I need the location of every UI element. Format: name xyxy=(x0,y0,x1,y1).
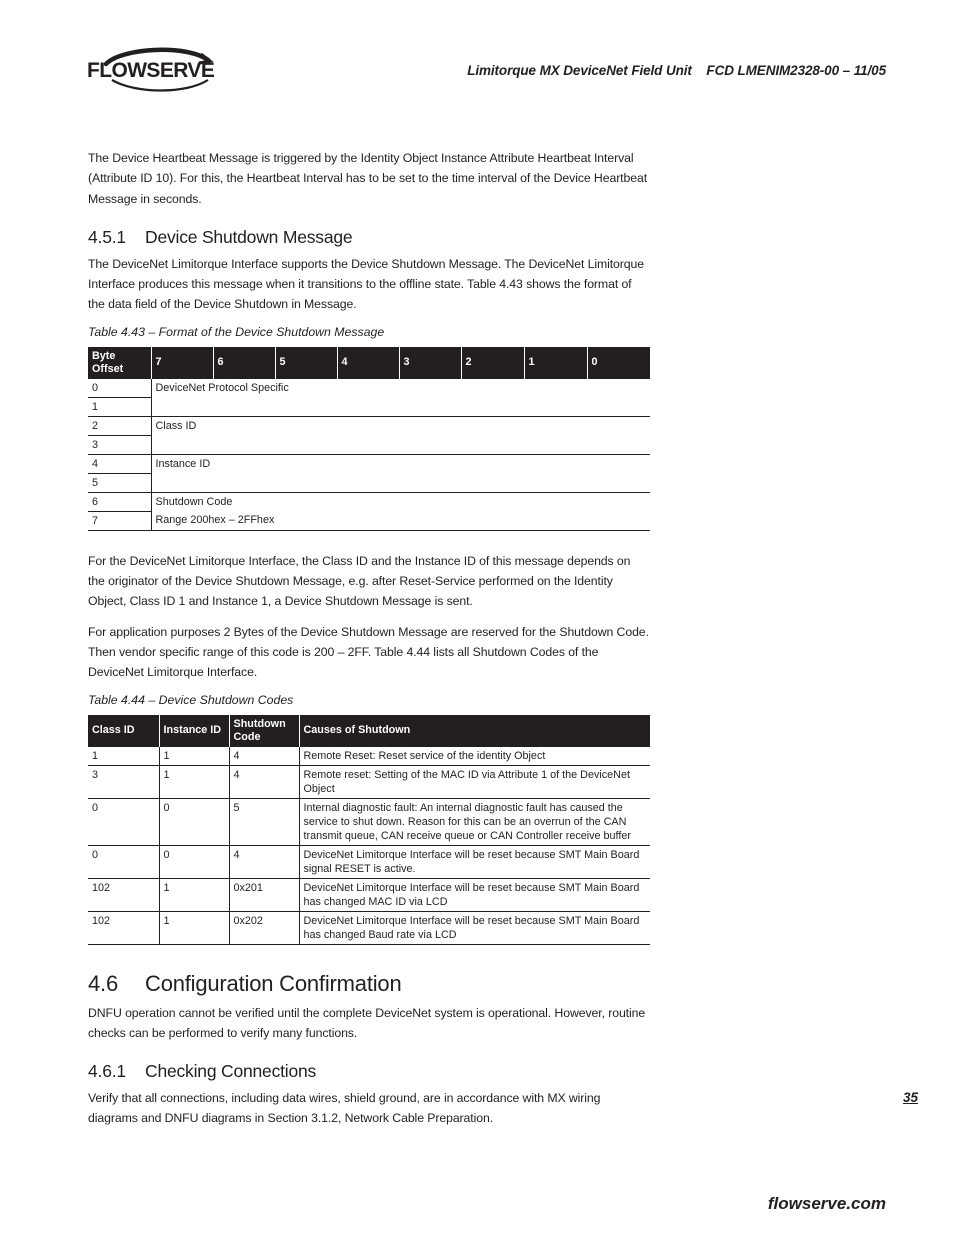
header-bit-5: 5 xyxy=(275,347,337,379)
header-shutdown-code: Shutdown Code xyxy=(229,715,299,747)
header-bit-4: 4 xyxy=(337,347,399,379)
table-row xyxy=(88,765,650,798)
section-heading-4-5-1 xyxy=(88,227,650,248)
table-row xyxy=(88,747,650,766)
byte-offset-cell: 2 xyxy=(88,416,151,435)
instance-id-cell: 1 xyxy=(159,765,229,798)
header-causes: Causes of Shutdown xyxy=(299,715,650,747)
byte-offset-cell: 7 xyxy=(88,511,151,530)
header-bit-7: 7 xyxy=(151,347,213,379)
field-value-cell xyxy=(151,473,650,492)
shutdown-message-format-table xyxy=(88,347,650,531)
byte-offset-cell: 3 xyxy=(88,435,151,454)
section-number: 4.5.1 xyxy=(88,226,126,247)
header-class-id: Class ID xyxy=(88,715,159,747)
section-number: 4.6 xyxy=(88,970,118,996)
instance-id-cell: 1 xyxy=(159,747,229,766)
table-header-row xyxy=(88,347,650,379)
header-instance-id: Instance ID xyxy=(159,715,229,747)
intro-paragraph: The Device Heartbeat Message is triggered by the Identity Object Instance Attribute Heartbeat Interval (Attribute ID 10). For this, the Heartbeat Interval has to be set to the time interval of the Device Heartbeat Message in seconds. xyxy=(88,151,648,206)
table-row xyxy=(88,492,650,511)
class-id-cell: 3 xyxy=(88,765,159,798)
table-row xyxy=(88,798,650,845)
cause-cell: Remote Reset: Reset service of the identity Object xyxy=(299,747,650,766)
cause-cell: DeviceNet Limitorque Interface will be reset because SMT Main Board signal RESET is active. xyxy=(299,845,650,878)
table-row xyxy=(88,454,650,473)
header-bit-3: 3 xyxy=(399,347,461,379)
instance-id-cell: 1 xyxy=(159,911,229,944)
page-number: 35 xyxy=(902,1090,918,1105)
header-bit-2: 2 xyxy=(461,347,524,379)
section-heading-4-6 xyxy=(88,971,650,997)
shutdown-codes-table xyxy=(88,715,650,945)
shutdown-code-cell: 5 xyxy=(229,798,299,845)
header-bit-6: 6 xyxy=(213,347,275,379)
shutdown-code-cell: 4 xyxy=(229,747,299,766)
document-header-title: Limitorque MX DeviceNet Field Unit FCD LMENIM2328-00 – 11/05 xyxy=(467,63,886,78)
byte-offset-cell: 5 xyxy=(88,473,151,492)
byte-offset-cell: 0 xyxy=(88,379,151,398)
byte-offset-cell: 6 xyxy=(88,492,151,511)
page-content xyxy=(88,148,650,1139)
shutdown-paragraph-2: For the DeviceNet Limitorque Interface, the Class ID and the Instance ID of this message depends on the originator of the Device Shutdown Message, e.g. after Reset-Service performed on the Identity Object, Class ID 1 and Instance 1, a Device Shutdown Message is sent. xyxy=(88,553,631,609)
byte-offset-cell: 4 xyxy=(88,454,151,473)
field-value-cell xyxy=(151,435,650,454)
table-4-43-caption: Table 4.43 – Format of the Device Shutdown Message xyxy=(88,324,385,339)
logo-wordmark: FLOWSERVE xyxy=(87,59,215,82)
class-id-cell: 0 xyxy=(88,798,159,845)
class-id-cell: 1 xyxy=(88,747,159,766)
field-value-cell: Range 200hex – 2FFhex xyxy=(151,511,650,530)
table-row xyxy=(88,379,650,398)
shutdown-paragraph-3: For application purposes 2 Bytes of the Device Shutdown Message are reserved for the Shutdown Code. Then vendor specific range of this code is 200 – 2FF. Table 4.44 lists all Shutdown Codes of the DeviceNet Limitorque Interface. xyxy=(88,624,649,680)
table-row xyxy=(88,416,650,435)
cause-cell: Internal diagnostic fault: An internal diagnostic fault has caused the service to shut down. Reason for this can be an overrun of the CAN transmit queue, CAN receive queue or CAN Controller receive buffer xyxy=(299,798,650,845)
instance-id-cell: 1 xyxy=(159,878,229,911)
table-row xyxy=(88,473,650,492)
byte-offset-cell: 1 xyxy=(88,397,151,416)
field-value-cell: Class ID xyxy=(151,416,650,435)
table-row xyxy=(88,397,650,416)
cause-cell: Remote reset: Setting of the MAC ID via Attribute 1 of the DeviceNet Object xyxy=(299,765,650,798)
shutdown-code-cell: 0x202 xyxy=(229,911,299,944)
field-value-cell: DeviceNet Protocol Specific xyxy=(151,379,650,398)
instance-id-cell: 0 xyxy=(159,845,229,878)
connections-paragraph: Verify that all connections, including data wires, shield ground, are in accordance with MX wiring diagrams and DNFU diagrams in Section 3.1.2, Network Cable Preparation. xyxy=(88,1091,601,1126)
header-byte-offset: Byte Offset xyxy=(88,347,151,379)
table-4-44-caption: Table 4.44 – Device Shutdown Codes xyxy=(88,692,294,707)
class-id-cell: 102 xyxy=(88,878,159,911)
header-bit-1: 1 xyxy=(524,347,587,379)
field-value-cell xyxy=(151,397,650,416)
shutdown-paragraph-1: The DeviceNet Limitorque Interface supports the Device Shutdown Message. The DeviceNet Limitorque Interface produces this message when it transitions to the offline state. Table 4.43 shows the format of the data field of the Device Shutdown in Message. xyxy=(88,256,645,312)
footer-url: flowserve.com xyxy=(767,1194,886,1213)
class-id-cell: 102 xyxy=(88,911,159,944)
shutdown-code-cell: 0x201 xyxy=(229,878,299,911)
section-title: Device Shutdown Message xyxy=(145,226,353,247)
instance-id-cell: 0 xyxy=(159,798,229,845)
section-title: Checking Connections xyxy=(145,1061,317,1082)
table-row xyxy=(88,878,650,911)
field-value-cell: Instance ID xyxy=(151,454,650,473)
configuration-paragraph: DNFU operation cannot be verified until the complete DeviceNet system is operational. However, routine checks can be performed to verify many functions. xyxy=(88,1005,646,1040)
cause-cell: DeviceNet Limitorque Interface will be reset because SMT Main Board has changed Baud rate via LCD xyxy=(299,911,650,944)
class-id-cell: 0 xyxy=(88,845,159,878)
cause-cell: DeviceNet Limitorque Interface will be reset because SMT Main Board has changed MAC ID via LCD xyxy=(299,878,650,911)
section-number: 4.6.1 xyxy=(88,1061,126,1082)
header-bit-0: 0 xyxy=(587,347,650,379)
field-value-cell: Shutdown Code xyxy=(151,492,650,511)
table-row xyxy=(88,845,650,878)
table-row xyxy=(88,511,650,530)
shutdown-code-cell: 4 xyxy=(229,765,299,798)
table-row xyxy=(88,911,650,944)
shutdown-code-cell: 4 xyxy=(229,845,299,878)
section-title: Configuration Confirmation xyxy=(145,970,402,996)
flowserve-logo xyxy=(86,42,226,94)
section-heading-4-6-1 xyxy=(88,1061,650,1082)
table-header-row xyxy=(88,715,650,747)
table-row xyxy=(88,435,650,454)
